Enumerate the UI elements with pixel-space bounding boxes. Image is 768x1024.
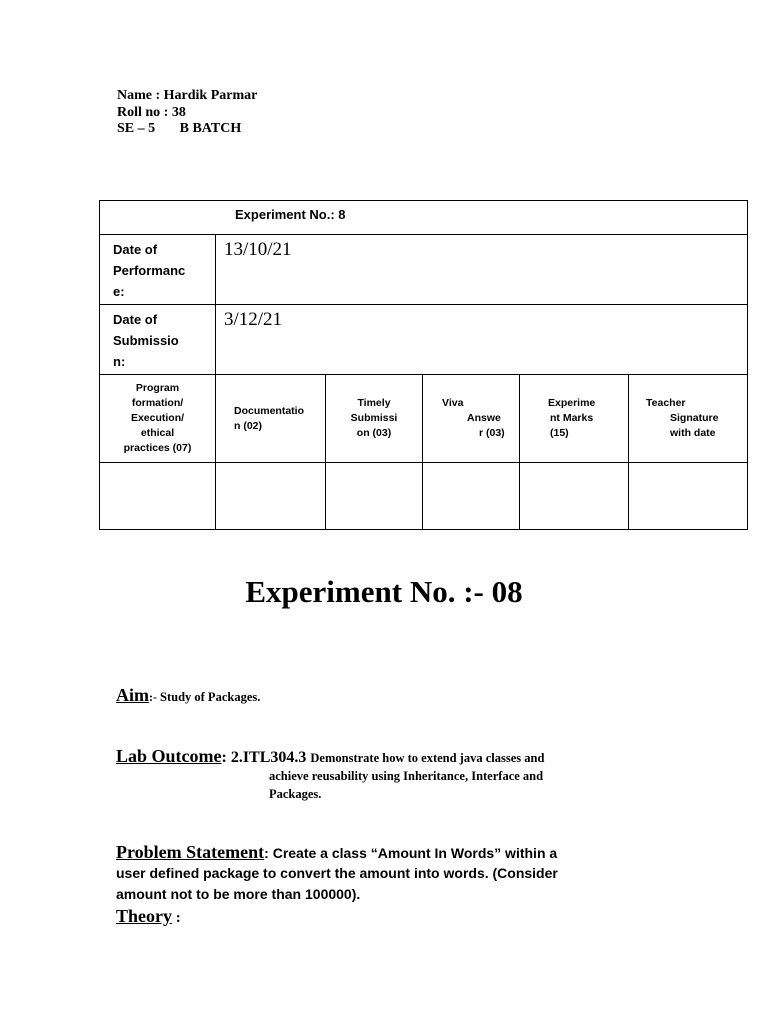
theory-line: Theory : (116, 906, 181, 926)
problem-statement-text: Create a class “Amount In Words” within a (272, 845, 558, 861)
aim-text: Study of Packages. (160, 690, 261, 704)
marks-cell-timely[interactable] (326, 463, 423, 530)
problem-statement-line: Problem Statement: Create a class “Amount In Words” within a (116, 842, 558, 862)
assessment-table (99, 200, 748, 530)
student-roll: Roll no : 38 (117, 104, 186, 120)
lab-outcome-text-3: Packages. (269, 787, 322, 801)
marks-cell-signature[interactable] (629, 463, 748, 530)
column-header-viva: Viva Answe r (03) (423, 375, 520, 463)
marks-cell-viva[interactable] (423, 463, 520, 530)
student-name: Name : Hardik Parmar (117, 88, 258, 103)
performance-date: 13/10/21 (216, 235, 748, 305)
student-info (117, 88, 257, 138)
marks-cell-program[interactable] (100, 463, 216, 530)
column-header-documentation: Documentatio n (02) (216, 375, 326, 463)
submission-date: 3/12/21 (216, 305, 748, 375)
lab-outcome-label: Lab Outcome (116, 746, 222, 766)
marks-cell-documentation[interactable] (216, 463, 326, 530)
lab-outcome-line: Lab Outcome: 2.ITL304.3 Demonstrate how to extend java classes and (116, 746, 545, 766)
problem-statement-text-2: user defined package to convert the amount into words. (Consider (116, 865, 558, 881)
experiment-heading: Experiment No. :- 08 (245, 574, 523, 609)
aim-label: Aim (116, 685, 149, 705)
lab-outcome-text: Demonstrate how to extend java classes and (310, 751, 545, 765)
column-header-timely: Timely Submissi on (03) (326, 375, 423, 463)
problem-statement-label: Problem Statement (116, 842, 265, 862)
marks-cell-experiment[interactable] (520, 463, 629, 530)
lab-outcome-code: 2.ITL304.3 (230, 749, 307, 766)
theory-label: Theory (116, 906, 172, 926)
performance-label: Date of Performanc e: (100, 235, 216, 305)
student-class: SE – 5 B BATCH (117, 121, 242, 136)
column-header-experiment-marks: Experime nt Marks (15) (520, 375, 629, 463)
experiment-number-cell: Experiment No.: 8 (100, 201, 748, 235)
problem-statement-text-3: amount not to be more than 100000). (116, 886, 361, 902)
aim-line: Aim:- Study of Packages. (116, 685, 261, 705)
column-header-program: Program formation/ Execution/ ethical practices (07) (100, 375, 216, 463)
lab-outcome-text-2: achieve reusability using Inheritance, Interface and (269, 769, 544, 783)
column-header-teacher-signature: Teacher Signature with date (629, 375, 748, 463)
submission-label: Date of Submissio n: (100, 305, 216, 375)
